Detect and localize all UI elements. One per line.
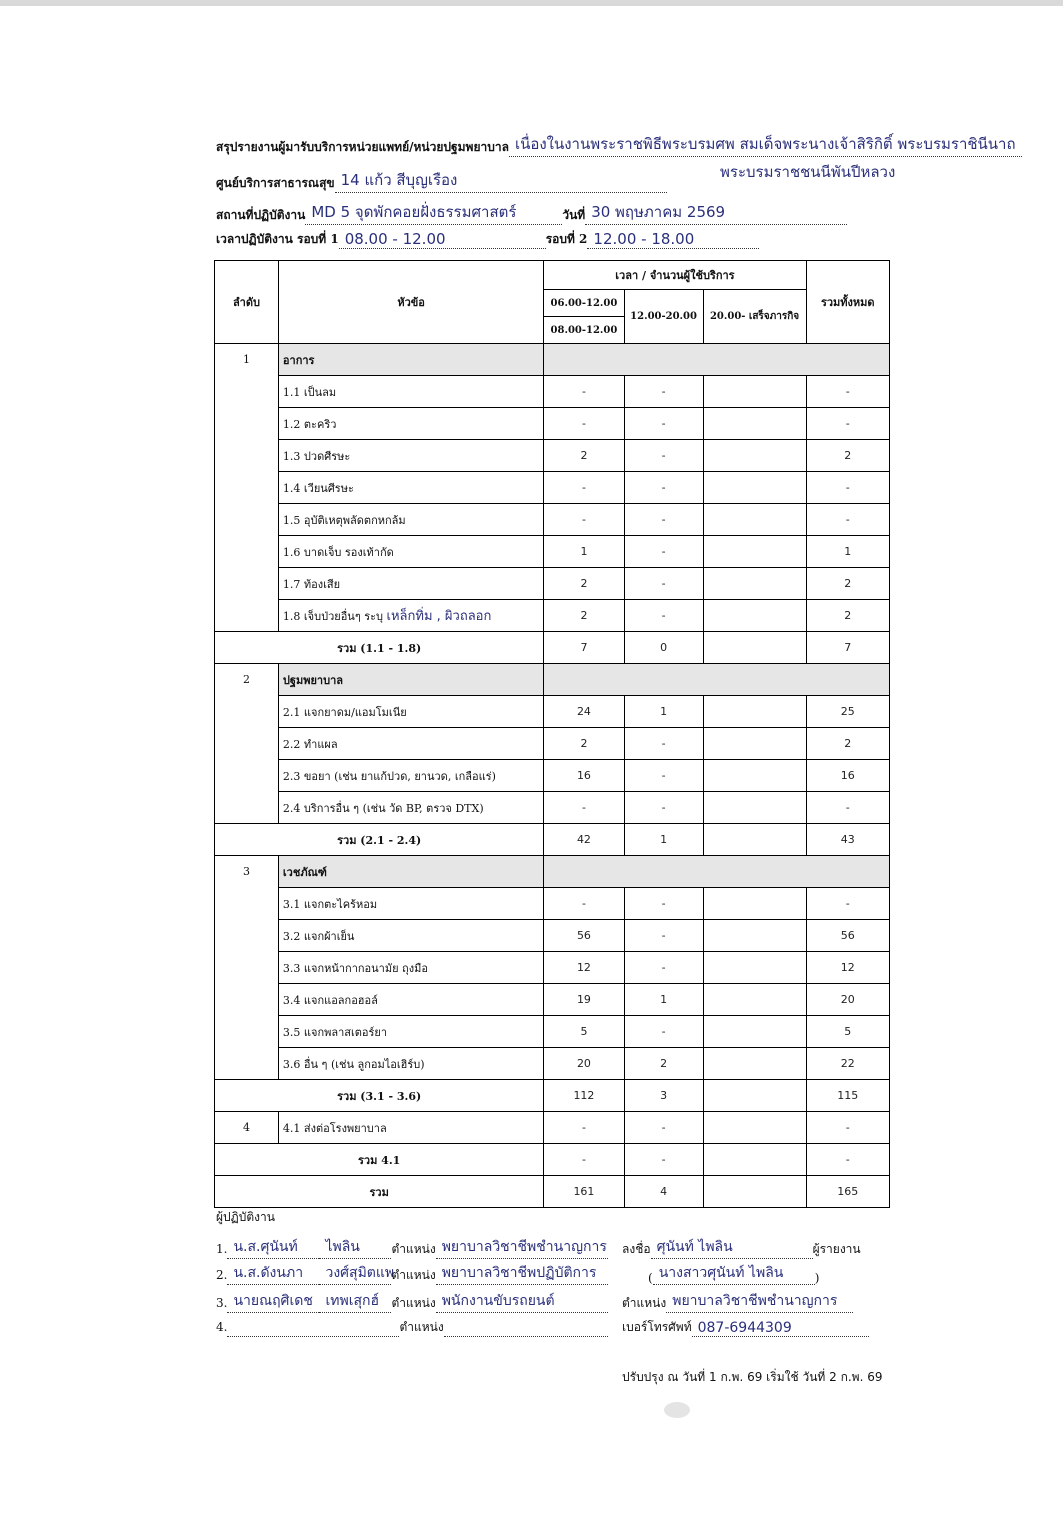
cell-c	[703, 632, 806, 664]
cell-total: 12	[806, 952, 889, 984]
cell-c	[703, 952, 806, 984]
table-row	[215, 792, 890, 824]
cell-b: 1	[624, 984, 703, 1016]
staff-pos-label: ตำแหน่ง	[391, 1268, 436, 1282]
shift2-value: 12.00 - 18.00	[587, 230, 759, 249]
table-row	[215, 952, 890, 984]
row-label: 3.4 แจกแอลกอฮอล์	[278, 984, 543, 1016]
staff-name: น.ส.ดังนภา	[227, 1262, 319, 1285]
staff-no: 1.	[216, 1242, 228, 1256]
col-b-header: 12.00-20.00	[624, 290, 703, 344]
header-line-shifts	[216, 230, 759, 249]
cell-b: -	[624, 472, 703, 504]
cell-b: -	[624, 536, 703, 568]
cell-a: 12	[544, 952, 624, 984]
cell-total: -	[806, 376, 889, 408]
cell-b: 0	[624, 632, 703, 664]
table-row	[215, 1048, 890, 1080]
cell-c	[703, 1048, 806, 1080]
table-row	[215, 760, 890, 792]
cell-c	[703, 824, 806, 856]
signature-paren-line: ( นางสาวศุนันท์ ไพลิน )	[648, 1262, 819, 1285]
table-row	[215, 568, 890, 600]
reporter-label: ผู้รายงาน	[812, 1242, 861, 1256]
staff-no: 3.	[216, 1296, 228, 1310]
cell-total: 2	[806, 568, 889, 600]
row-label: 3.1 แจกตะไคร้หอม	[278, 888, 543, 920]
staff-line-2	[216, 1262, 608, 1285]
cell-a: -	[544, 376, 624, 408]
cell-total: -	[806, 888, 889, 920]
subtotal-label: รวม (2.1 - 2.4)	[215, 824, 544, 856]
staff-name: น.ส.ศุนันท์	[227, 1236, 319, 1259]
cell-c	[703, 920, 806, 952]
cell-c	[703, 792, 806, 824]
table-row	[215, 408, 890, 440]
col-topic-header: หัวข้อ	[278, 261, 543, 344]
staff-pos: พยาบาลวิชาชีพชำนาญการ	[436, 1236, 608, 1259]
row-label: 1.7 ท้องเสีย	[278, 568, 543, 600]
report-title-value-cont: พระบรมราชชนนีพันปีหลวง	[720, 163, 896, 181]
staff-pos-label: ตำแหน่ง	[399, 1320, 444, 1334]
section-title: เวชภัณฑ์	[278, 856, 543, 888]
staff-pos-label: ตำแหน่ง	[391, 1296, 436, 1310]
cell-c	[703, 728, 806, 760]
table-row	[215, 440, 890, 472]
cell-total: 165	[806, 1176, 889, 1208]
phone-line	[622, 1318, 869, 1337]
section-index: 3	[215, 856, 279, 888]
table-row	[215, 888, 890, 920]
cell-b: 3	[624, 1080, 703, 1112]
cell-a: 161	[544, 1176, 624, 1208]
cell-total: 2	[806, 440, 889, 472]
cell-a: 24	[544, 696, 624, 728]
section-row	[215, 344, 890, 376]
cell-total: 7	[806, 632, 889, 664]
reporter-pos: พยาบาลวิชาชีพชำนาญการ	[666, 1290, 853, 1313]
cell-b: -	[624, 504, 703, 536]
cell-c	[703, 1016, 806, 1048]
phone-label: เบอร์โทรศัพท์	[622, 1320, 692, 1334]
cell-b: -	[624, 1144, 703, 1176]
cell-total: 2	[806, 600, 889, 632]
cell-a: 2	[544, 568, 624, 600]
cell-total: 20	[806, 984, 889, 1016]
row-label: 3.5 แจกพลาสเตอร์ยา	[278, 1016, 543, 1048]
service-summary-table	[214, 260, 890, 1208]
shift1-label: เวลาปฏิบัติงาน รอบที่ 1	[216, 232, 339, 246]
cell-total: -	[806, 472, 889, 504]
cell-total: -	[806, 504, 889, 536]
table-row	[215, 1016, 890, 1048]
cell-c	[703, 440, 806, 472]
col-c-header: 20.00- เสร็จภารกิจ	[703, 290, 806, 344]
table-header-row	[215, 261, 890, 290]
section-index: 1	[215, 344, 279, 376]
cell-total: -	[806, 1112, 889, 1144]
staff-name: นายณฤศิเดช	[227, 1290, 319, 1313]
row-label: 3.6 อื่น ๆ (เช่น ลูกอมไอเฮิร์บ)	[278, 1048, 543, 1080]
row-label: 1.1 เป็นลม	[278, 376, 543, 408]
row-label: 2.2 ทำแผล	[278, 728, 543, 760]
cell-total: 22	[806, 1048, 889, 1080]
cell-c	[703, 376, 806, 408]
row-label: 2.3 ขอยา (เช่น ยาแก้ปวด, ยานวด, เกลือแร่)	[278, 760, 543, 792]
section-fill	[544, 344, 890, 376]
date-label: วันที่	[562, 208, 586, 222]
cell-total: -	[806, 792, 889, 824]
cell-total: 16	[806, 760, 889, 792]
cell-c	[703, 536, 806, 568]
cell-a: 112	[544, 1080, 624, 1112]
row-label: 3.2 แจกผ้าเย็น	[278, 920, 543, 952]
cell-b: -	[624, 568, 703, 600]
cell-b: 1	[624, 824, 703, 856]
staff-pos-label: ตำแหน่ง	[391, 1242, 436, 1256]
grand-total-label: รวม	[215, 1176, 544, 1208]
staff-pos: พยาบาลวิชาชีพปฏิบัติการ	[436, 1262, 608, 1285]
cell-c	[703, 408, 806, 440]
row-label: 2.4 บริการอื่น ๆ (เช่น วัด BP, ตรวจ DTX)	[278, 792, 543, 824]
subtotal-row	[215, 1144, 890, 1176]
cell-c	[703, 600, 806, 632]
col-a-bottom-header: 08.00-12.00	[544, 317, 624, 344]
cell-total: 115	[806, 1080, 889, 1112]
staff-line-4	[216, 1318, 608, 1337]
cell-a: 19	[544, 984, 624, 1016]
report-title-value: เนื่องในงานพระราชพิธีพระบรมศพ สมเด็จพระนางเจ้าสิริกิติ์ พระบรมราชินีนาถ	[509, 132, 1022, 157]
cell-c	[703, 568, 806, 600]
table-row	[215, 536, 890, 568]
row-label-other	[278, 600, 543, 632]
staff-line-1	[216, 1236, 608, 1259]
staff-title: ผู้ปฏิบัติงาน	[216, 1210, 275, 1224]
other-specify-value: เหล็กทิ่ม , ผิวถลอก	[386, 609, 492, 624]
cell-b: -	[624, 600, 703, 632]
cell-b: -	[624, 952, 703, 984]
section-index: 2	[215, 664, 279, 696]
cell-b: -	[624, 408, 703, 440]
row-label: 1.3 ปวดศีรษะ	[278, 440, 543, 472]
row-label: 1.4 เวียนศีรษะ	[278, 472, 543, 504]
cell-b: -	[624, 920, 703, 952]
header-line-center	[216, 168, 667, 193]
staff-surname: วงศ์สุมิตแพ	[319, 1262, 391, 1285]
cell-b: -	[624, 440, 703, 472]
paren-name: นางสาวศุนันท์ ไพลิน	[653, 1262, 815, 1285]
cell-b: -	[624, 792, 703, 824]
table-row	[215, 984, 890, 1016]
cell-a: 2	[544, 728, 624, 760]
staff-surname: ไพลิน	[319, 1236, 391, 1259]
row-label: 1.6 บาดเจ็บ รองเท้ากัด	[278, 536, 543, 568]
cell-a: -	[544, 888, 624, 920]
row-label: 1.2 ตะคริว	[278, 408, 543, 440]
cell-a: -	[544, 1112, 624, 1144]
section-fill	[544, 856, 890, 888]
reporter-pos-label: ตำแหน่ง	[622, 1296, 667, 1310]
revision-note: ปรับปรุง ณ วันที่ 1 ก.พ. 69 เริ่มใช้ วันที่ 2 ก.พ. 69	[622, 1370, 883, 1384]
cell-b: -	[624, 1112, 703, 1144]
row-label: 2.1 แจกยาดม/แอมโมเนีย	[278, 696, 543, 728]
subtotal-label: รวม 4.1	[215, 1144, 544, 1176]
section-index: 4	[215, 1112, 279, 1144]
col-total-header: รวมทั้งหมด	[806, 261, 889, 344]
staff-line-3	[216, 1290, 608, 1313]
location-value: MD 5 จุดพักคอยฝั่งธรรมศาสตร์	[305, 200, 562, 225]
table-row	[215, 600, 890, 632]
subtotal-row	[215, 824, 890, 856]
phone-value: 087-6944309	[692, 1320, 869, 1337]
cell-c	[703, 472, 806, 504]
col-a-top-header: 06.00-12.00	[544, 290, 624, 317]
cell-c	[703, 696, 806, 728]
cell-b: 4	[624, 1176, 703, 1208]
table-row	[215, 920, 890, 952]
section-row	[215, 664, 890, 696]
cell-c	[703, 1144, 806, 1176]
row-label: 1.8 เจ็บป่วยอื่นๆ ระบุ	[282, 610, 384, 623]
cell-c	[703, 1112, 806, 1144]
cell-a: 5	[544, 1016, 624, 1048]
scan-top-edge	[0, 0, 1063, 6]
cell-b: -	[624, 376, 703, 408]
cell-c	[703, 1176, 806, 1208]
table-row	[215, 472, 890, 504]
cell-a: 56	[544, 920, 624, 952]
cell-total: 1	[806, 536, 889, 568]
cell-b: 1	[624, 696, 703, 728]
cell-total: 56	[806, 920, 889, 952]
section-fill	[544, 664, 890, 696]
col-group-header: เวลา / จำนวนผู้ใช้บริการ	[544, 261, 806, 290]
cell-total: 2	[806, 728, 889, 760]
cell-a: 20	[544, 1048, 624, 1080]
section-title: อาการ	[278, 344, 543, 376]
col-index-header: ลำดับ	[215, 261, 279, 344]
cell-a: 1	[544, 536, 624, 568]
cell-b: 2	[624, 1048, 703, 1080]
cell-c	[703, 984, 806, 1016]
signature-line	[622, 1236, 861, 1259]
cell-a: -	[544, 504, 624, 536]
row-label: 4.1 ส่งต่อโรงพยาบาล	[278, 1112, 543, 1144]
cell-total: 43	[806, 824, 889, 856]
header-line-location	[216, 200, 847, 225]
shift1-value: 08.00 - 12.00	[339, 230, 546, 249]
cell-c	[703, 504, 806, 536]
cell-a: -	[544, 1144, 624, 1176]
scan-smudge	[664, 1402, 690, 1418]
table-row	[215, 504, 890, 536]
row-label: 3.3 แจกหน้ากากอนามัย ถุงมือ	[278, 952, 543, 984]
cell-a: 2	[544, 600, 624, 632]
cell-b: -	[624, 1016, 703, 1048]
sign-name: ศุนันท์ ไพลิน	[651, 1236, 813, 1259]
staff-pos: พนักงานขับรถยนต์	[436, 1290, 608, 1313]
cell-a: 16	[544, 760, 624, 792]
table-row	[215, 376, 890, 408]
section-title: ปฐมพยาบาล	[278, 664, 543, 696]
center-value: 14 แก้ว สีบุญเรือง	[335, 168, 667, 193]
cell-c	[703, 760, 806, 792]
cell-b: -	[624, 888, 703, 920]
cell-a: 42	[544, 824, 624, 856]
sign-label: ลงชื่อ	[622, 1242, 651, 1256]
location-label: สถานที่ปฏิบัติงาน	[216, 208, 306, 222]
table-row	[215, 1112, 890, 1144]
cell-b: -	[624, 728, 703, 760]
staff-no: 2.	[216, 1268, 228, 1282]
staff-surname: เทพเสุกฮ์	[319, 1290, 391, 1313]
header-line-title-cont	[720, 160, 895, 184]
cell-a: -	[544, 408, 624, 440]
section-row	[215, 856, 890, 888]
table-row	[215, 696, 890, 728]
reporter-position-line	[622, 1290, 853, 1313]
cell-a: 7	[544, 632, 624, 664]
cell-total: -	[806, 1144, 889, 1176]
cell-c	[703, 1080, 806, 1112]
subtotal-row	[215, 1080, 890, 1112]
subtotal-label: รวม (1.1 - 1.8)	[215, 632, 544, 664]
table-row	[215, 728, 890, 760]
staff-no: 4.	[216, 1320, 228, 1334]
cell-total: 25	[806, 696, 889, 728]
row-label: 1.5 อุบัติเหตุพลัดตกหกล้ม	[278, 504, 543, 536]
shift2-label: รอบที่ 2	[545, 232, 588, 246]
staff-pos	[444, 1322, 608, 1337]
cell-a: 2	[544, 440, 624, 472]
staff-name	[227, 1322, 399, 1337]
cell-c	[703, 888, 806, 920]
cell-total: -	[806, 408, 889, 440]
header-line-title	[216, 132, 1022, 157]
center-label: ศูนย์บริการสาธารณสุข	[216, 176, 335, 190]
cell-a: -	[544, 792, 624, 824]
cell-total: 5	[806, 1016, 889, 1048]
date-value: 30 พฤษภาคม 2569	[585, 200, 847, 225]
subtotal-label: รวม (3.1 - 3.6)	[215, 1080, 544, 1112]
cell-a: -	[544, 472, 624, 504]
subtotal-row	[215, 632, 890, 664]
grand-total-row	[215, 1176, 890, 1208]
cell-b: -	[624, 760, 703, 792]
report-title-label: สรุปรายงานผู้มารับบริการหน่วยแพทย์/หน่วยปฐมพยาบาล	[216, 140, 509, 154]
